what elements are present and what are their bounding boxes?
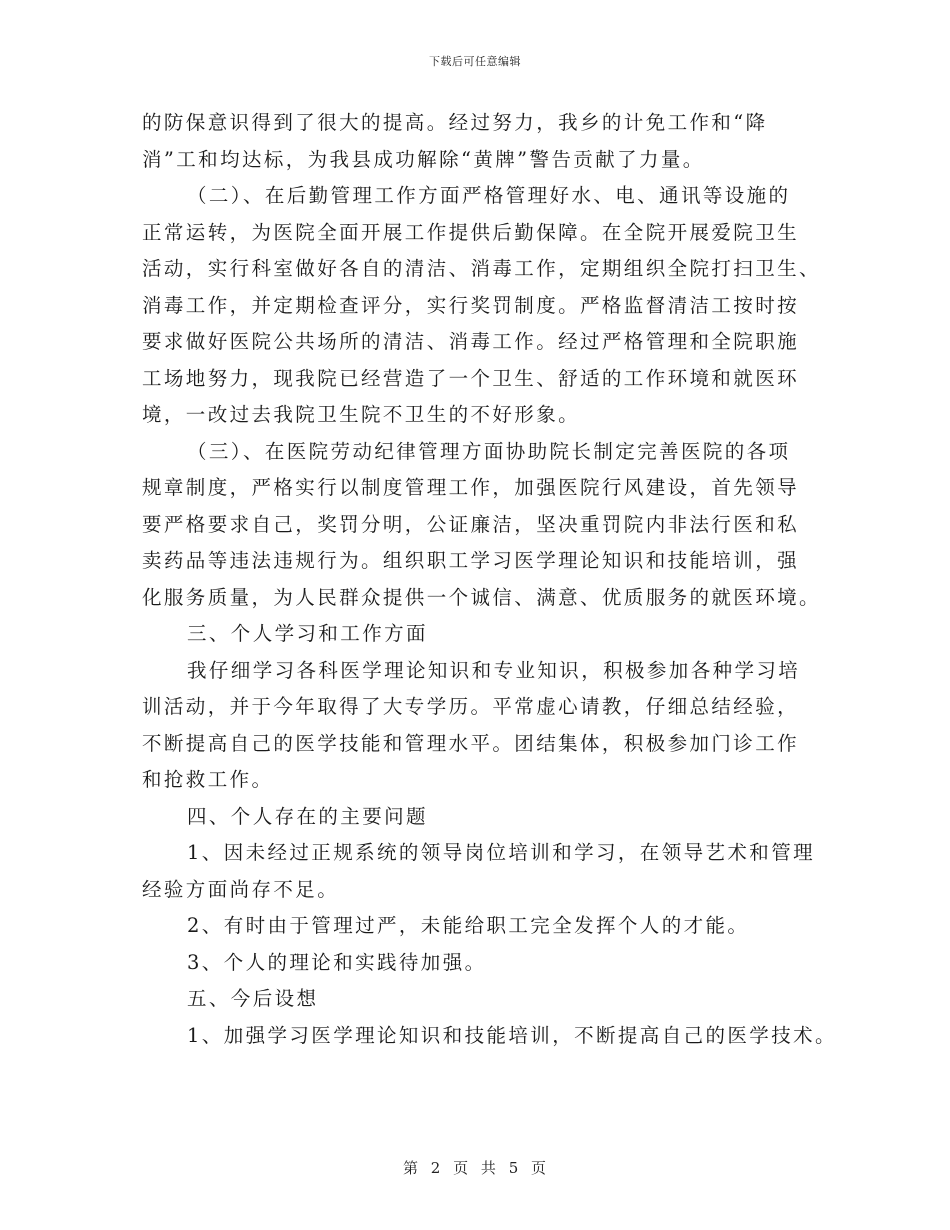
text-line: 化服务质量，为人民群众提供一个诚信、满意、优质服务的就医环境。: [142, 585, 821, 609]
text-line: 3、个人的理论和实践待加强。: [187, 950, 487, 974]
text-line: 训活动，并于今年取得了大专学历。平常虚心请教，仔细总结经验，: [142, 695, 800, 718]
text-line: 五、今后设想: [187, 987, 319, 1010]
text-line: 活动，实行科室做好各自的清洁、消毒工作，定期组织全院打扫卫生、: [142, 257, 821, 280]
text-line: 的防保意识得到了很大的提高。经过努力，我乡的计免工作和“降: [142, 111, 768, 134]
text-line: （三）、在医院劳动纪律管理方面协助院长制定完善医院的各项: [187, 439, 791, 463]
text-line: 经验方面尚存不足。: [142, 877, 340, 901]
document-body: [142, 105, 842, 1054]
text-line: 规章制度，严格实行以制度管理工作，加强医院行风建设，首先领导: [142, 476, 800, 499]
text-line: 四、个人存在的主要问题: [187, 804, 428, 828]
page-header: 下载后可任意编辑: [429, 55, 521, 68]
text-line: 三、个人学习和工作方面: [187, 622, 428, 645]
text-line: 卖药品等违法违规行为。组织职工学习医学理论知识和技能培训，强: [142, 549, 800, 572]
text-line: 消毒工作，并定期检查评分，实行奖罚制度。严格监督清洁工按时按: [142, 293, 800, 317]
text-line: 不断提高自己的医学技能和管理水平。团结集体，积极参加门诊工作: [142, 731, 800, 755]
page-label: 第: [402, 1159, 419, 1177]
page-footer: [0, 1157, 950, 1178]
text-line: 工场地努力，现我院已经营造了一个卫生、舒适的工作环境和就医环: [142, 366, 800, 390]
current-page-number: 2: [430, 1159, 442, 1177]
text-line: 正常运转，为医院全面开展工作提供后勤保障。在全院开展爱院卫生: [142, 220, 800, 244]
text-line: 我仔细学习各科医学理论知识和专业知识，积极参加各种学习培: [187, 658, 801, 682]
text-line: 和抢救工作。: [142, 768, 274, 791]
text-line: （二）、在后勤管理工作方面严格管理好水、电、通讯等设施的: [187, 184, 791, 207]
text-line: 1、因未经过正规系统的领导岗位培训和学习，在领导艺术和管理: [187, 841, 816, 864]
text-line: 境，一改过去我院卫生院不卫生的不好形象。: [142, 403, 581, 426]
text-line: 2、有时由于管理过严，未能给职工完全发挥个人的才能。: [187, 914, 750, 937]
text-line: 消”工和均达标，为我县成功解除“黄牌”警告贡献了力量。: [142, 147, 705, 171]
total-unit: 页: [531, 1159, 548, 1177]
text-line: 要严格要求自己，奖罚分明，公证廉洁，坚决重罚院内非法行医和私: [142, 512, 800, 536]
text-line: 要求做好医院公共场所的清洁、消毒工作。经过严格管理和全院职施: [142, 330, 800, 353]
page-unit: 页: [453, 1159, 470, 1177]
text-line: 1、加强学习医学理论知识和技能培训，不断提高自己的医学技术。: [187, 1023, 837, 1047]
total-label: 共: [480, 1159, 497, 1177]
total-pages-number: 5: [508, 1159, 520, 1177]
